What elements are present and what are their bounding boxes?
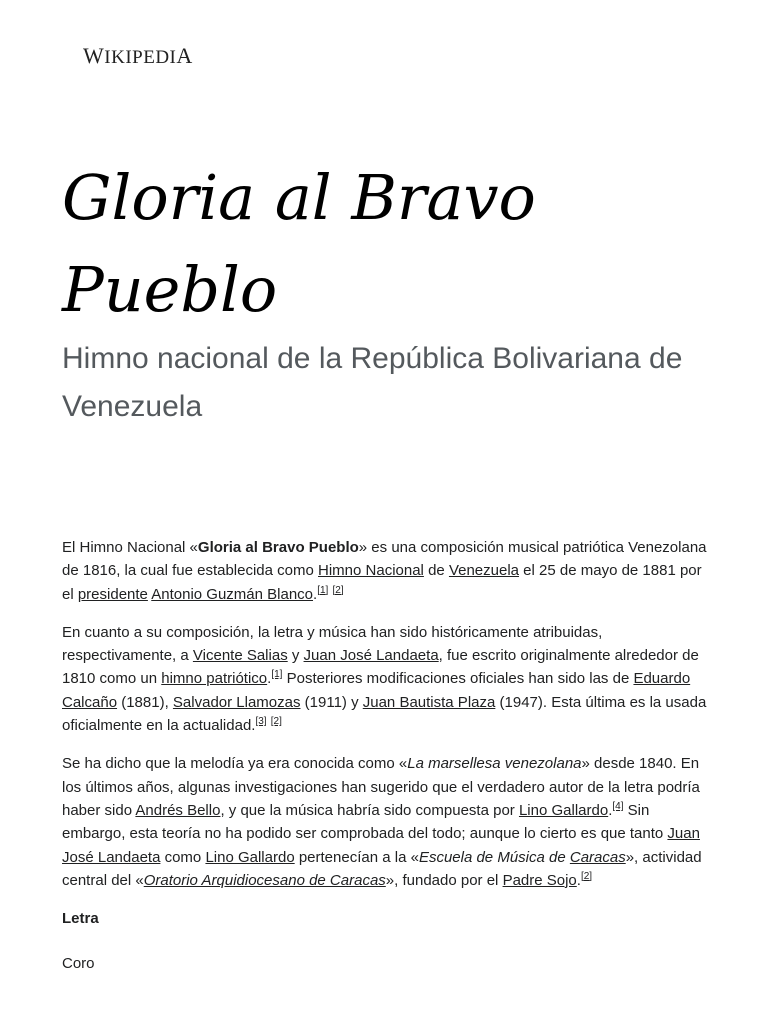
- link-vicente-salias[interactable]: Vicente Salias: [192, 647, 288, 665]
- section-label-coro: Coro: [62, 955, 95, 973]
- link-presidente[interactable]: presidente: [77, 585, 148, 603]
- text: como: [160, 848, 206, 866]
- wordmark-a: A: [176, 43, 193, 68]
- text: Se ha dicho que la melodía ya era conocida como «: [62, 755, 408, 773]
- bold-title: Gloria al Bravo Pueblo: [197, 539, 359, 556]
- text: de: [423, 562, 449, 580]
- link-venezuela[interactable]: Venezuela: [448, 562, 520, 580]
- italic-oratorio: [144, 872, 386, 889]
- link-eduardo-calcano[interactable]: Eduardo Calcaño: [62, 670, 691, 711]
- link-himno-patriotico[interactable]: himno patriótico: [161, 670, 268, 688]
- wikipedia-wordmark[interactable]: [83, 43, 193, 69]
- wordmark-w: W: [83, 43, 105, 68]
- link-caracas[interactable]: Caracas: [569, 848, 626, 866]
- paragraph-intro: [62, 536, 710, 606]
- text: (1911) y: [300, 693, 363, 711]
- link-juan-jose-landaeta[interactable]: Juan José Landaeta: [303, 647, 439, 665]
- reference-link[interactable]: [3]: [255, 716, 267, 728]
- link-salvador-llamozas[interactable]: Salvador Llamozas: [172, 693, 301, 711]
- italic-text: La marsellesa venezolana: [407, 755, 582, 773]
- link-antonio-guzman-blanco[interactable]: Antonio Guzmán Blanco: [151, 585, 314, 603]
- text: Posteriores modificaciones oficiales han sido las de: [282, 670, 634, 688]
- link-juan-jose-landaeta[interactable]: Juan José Landaeta: [62, 825, 700, 866]
- text: , fue escrito originalmente alrededor de 1810 como un: [62, 647, 699, 688]
- text: pertenecían a la «: [294, 848, 419, 866]
- text: », fundado por el: [385, 871, 503, 889]
- link-himno-nacional[interactable]: Himno Nacional: [318, 562, 424, 580]
- text: », actividad central del «: [62, 848, 702, 889]
- link-lino-gallardo[interactable]: Lino Gallardo: [205, 848, 295, 866]
- text: » es una composición musical patriótica Venezolana de 1816, la cual fue establecida como: [62, 539, 707, 580]
- text: y: [287, 647, 304, 665]
- link-andres-bello[interactable]: Andrés Bello: [135, 801, 221, 819]
- reference-2[interactable]: [332, 585, 343, 596]
- reference-1[interactable]: [271, 669, 282, 680]
- reference-link[interactable]: [2]: [580, 870, 593, 882]
- link-lino-gallardo[interactable]: Lino Gallardo: [518, 801, 609, 819]
- text: , y que la música habría sido compuesta por: [220, 801, 519, 819]
- section-heading-letra: Letra: [62, 910, 99, 928]
- article-body: [62, 536, 710, 991]
- reference-link[interactable]: [1]: [271, 669, 283, 681]
- reference-2[interactable]: [581, 871, 592, 882]
- reference-link[interactable]: [2]: [332, 584, 344, 596]
- text: El Himno Nacional «: [62, 539, 198, 556]
- link-juan-bautista-plaza[interactable]: Juan Bautista Plaza: [362, 693, 496, 711]
- reference-2[interactable]: [271, 716, 282, 727]
- text: » desde 1840. En los últimos años, algunas investigaciones han sugerido que el verdadero autor de la letra podría haber sido: [62, 755, 700, 819]
- wordmark-middle: IKIPEDI: [104, 47, 177, 68]
- reference-link[interactable]: [2]: [270, 716, 282, 728]
- page-title: Gloria al Bravo Pueblo: [62, 161, 536, 326]
- text: (1947). Esta última es la usada oficialmente en la actualidad.: [62, 693, 707, 735]
- text: .: [267, 670, 272, 688]
- text: .: [313, 585, 318, 603]
- text: En cuanto a su composición, la letra y música han sido históricamente atribuidas, respectivamente, a: [62, 623, 603, 665]
- italic-text: Escuela de Música de: [418, 848, 570, 866]
- text: el 25 de mayo de 1881 por el: [62, 562, 702, 603]
- reference-3[interactable]: [255, 716, 266, 727]
- text: (1881),: [117, 693, 173, 711]
- text: Sin embargo, esta teoría no ha podido ser comprobada del todo; aunque lo cierto es que tanto: [62, 801, 668, 843]
- reference-link[interactable]: [1]: [317, 584, 329, 596]
- text: .: [576, 871, 581, 889]
- paragraph-composition: [62, 621, 710, 737]
- reference-1[interactable]: [317, 585, 328, 596]
- italic-escuela: [419, 849, 626, 866]
- reference-4[interactable]: [612, 801, 623, 812]
- link-padre-sojo[interactable]: Padre Sojo: [502, 871, 577, 889]
- paragraph-history: [62, 752, 710, 892]
- page-subtitle: Himno nacional de la República Bolivariana de Venezuela: [62, 342, 683, 423]
- reference-link[interactable]: [4]: [612, 800, 624, 812]
- text: .: [608, 801, 613, 819]
- link-oratorio-arquidiocesano[interactable]: Oratorio Arquidiocesano de Caracas: [143, 871, 386, 889]
